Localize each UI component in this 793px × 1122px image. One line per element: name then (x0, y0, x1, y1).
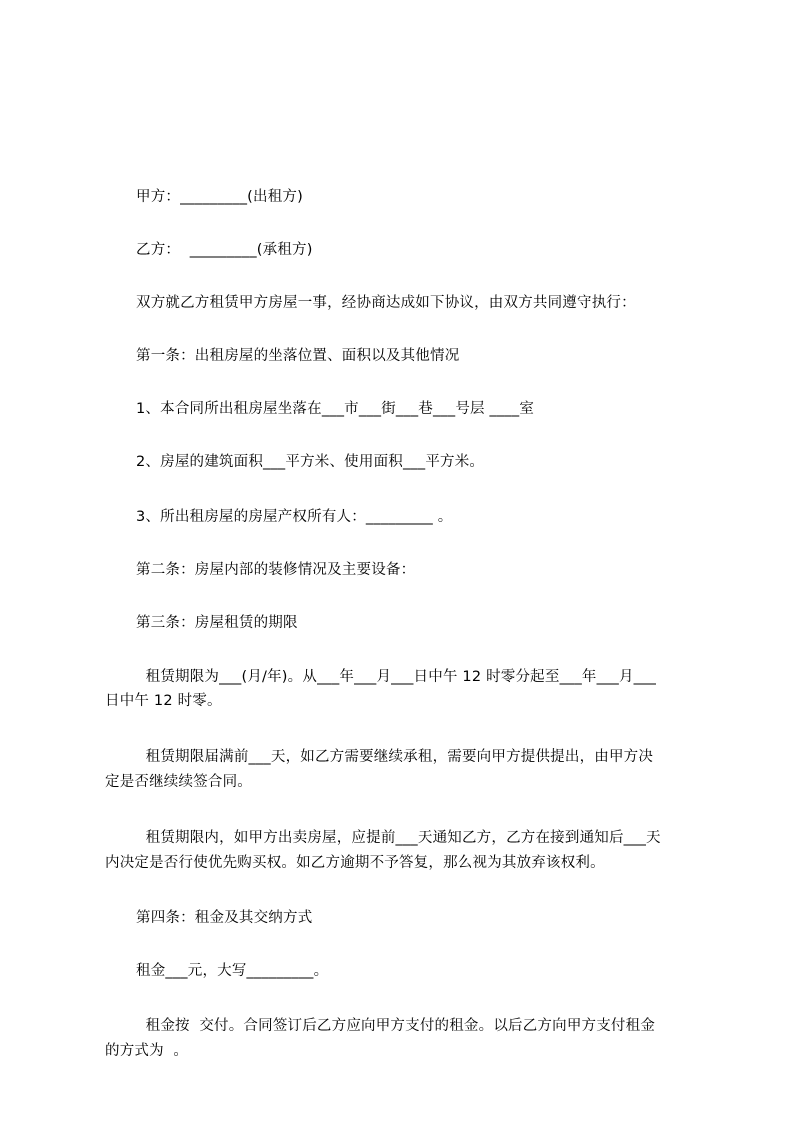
lease-term-line-2: 日中午 12 时零。 (105, 693, 222, 709)
rent-payment-line-1: 租金按 交付。合同签订后乙方应向甲方支付的租金。以后乙方向甲方支付租金 (136, 1018, 656, 1034)
rent-payment-line-2: 的方式为 。 (105, 1043, 189, 1059)
rent-amount-text: 租金___元，大写_________。 (136, 963, 329, 979)
renewal-line-1: 租赁期限届满前___天，如乙方需要继续承租，需要向甲方提供提出，由甲方决 (136, 749, 654, 765)
article-1-item-3-text: 3、所出租房屋的房屋产权所有人：_________ 。 (136, 509, 453, 525)
article-3-heading-text: 第三条：房屋租赁的期限 (136, 615, 298, 631)
renewal-line-2: 定是否继续续签合同。 (105, 774, 252, 790)
party-a-text: 甲方：_________(出租方) (136, 189, 303, 205)
priority-purchase-line-1: 租赁期限内，如甲方出卖房屋，应提前___天通知乙方，乙方在接到通知后___天 (136, 830, 661, 846)
rent-payment-paragraph (136, 956, 655, 1096)
article-1-item-1-text: 1、本合同所出租房屋坐落在___市___街___巷___号层 ____室 (136, 401, 535, 417)
article-1-item-2-text: 2、房屋的建筑面积___平方米、使用面积___平方米。 (136, 454, 485, 470)
priority-purchase-line-2: 内决定是否行使优先购买权。如乙方逾期不予答复，那么视为其放弃该权利。 (105, 855, 605, 871)
article-1-heading-text: 第一条：出租房屋的坐落位置、面积以及其他情况 (136, 348, 460, 364)
intro-text: 双方就乙方租赁甲方房屋一事，经协商达成如下协议，由双方共同遵守执行： (136, 295, 636, 311)
rent-payment-paragraph-cont (105, 981, 188, 1121)
lease-term-line-1: 租赁期限为___(月/年)。从___年___月___日中午 12 时零分起至___年___月___ (136, 669, 657, 685)
party-b-text: 乙方： _________(承租方) (136, 242, 313, 258)
article-2-heading-text: 第二条：房屋内部的装修情况及主要设备： (136, 562, 416, 578)
article-4-heading-text: 第四条：租金及其交纳方式 (136, 910, 313, 926)
